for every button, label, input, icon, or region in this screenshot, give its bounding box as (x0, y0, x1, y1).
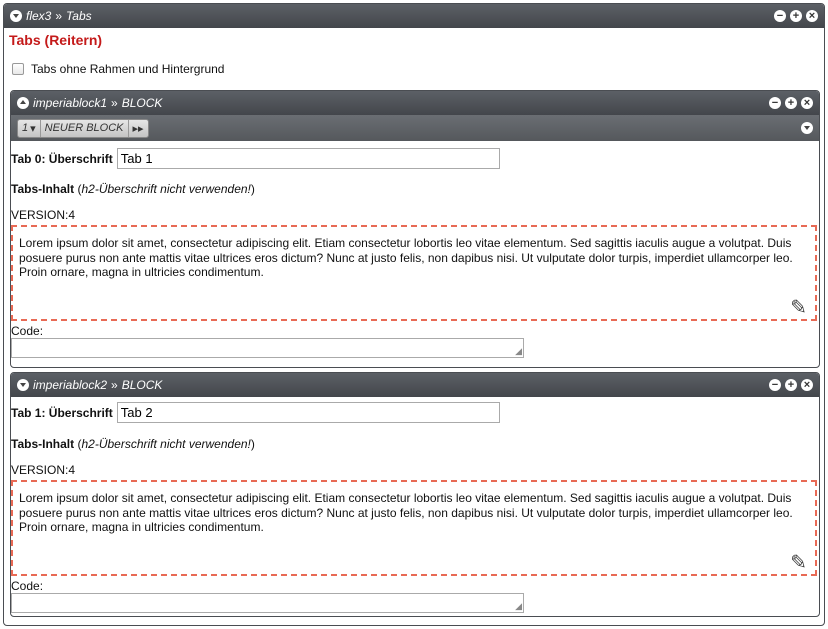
add-button[interactable]: + (785, 379, 797, 391)
window-controls (774, 10, 818, 22)
breadcrumb-imperiablock1[interactable]: imperiablock1 (33, 96, 108, 110)
close-button[interactable]: × (801, 379, 813, 391)
expand-triangle-icon[interactable] (17, 97, 29, 109)
frameless-checkbox-row[interactable] (12, 62, 224, 76)
flex3-container (3, 3, 825, 626)
editable-text-area[interactable] (11, 225, 817, 321)
block1-header-bar (11, 91, 819, 115)
close-button[interactable]: × (806, 10, 818, 22)
code-textarea[interactable] (11, 338, 524, 358)
code-label: Code: (11, 324, 44, 338)
breadcrumb-tabs[interactable]: Tabs (66, 9, 92, 23)
tab-heading-label: Tab 0: Überschrift (11, 151, 113, 166)
tabs-content-note: h2-Überschrift nicht verwenden! (81, 437, 251, 451)
breadcrumb-flex3[interactable]: flex3 (26, 9, 52, 23)
tab-heading-input[interactable] (117, 148, 500, 169)
block2-window-controls (769, 379, 813, 391)
tabs-content-label: Tabs-Inhalt (h2-Überschrift nicht verwenden!) (11, 437, 255, 451)
menu-toggle-icon[interactable] (801, 122, 813, 134)
version-label: VERSION:4 (11, 208, 76, 222)
flex3-header-bar (4, 4, 824, 28)
resize-grip-icon[interactable]: ◢ (515, 601, 522, 611)
breadcrumb-separator: » (55, 9, 63, 23)
block1-window-controls (769, 97, 813, 109)
new-block-button[interactable]: NEUER BLOCK (41, 120, 129, 137)
page-number: 1 (22, 122, 29, 134)
collapse-triangle-icon[interactable] (10, 10, 22, 22)
page-select[interactable] (18, 120, 41, 137)
frameless-checkbox-label: Tabs ohne Rahmen und Hintergrund (31, 62, 225, 76)
imperiablock1-block (10, 90, 820, 368)
version-label: VERSION:4 (11, 463, 76, 477)
tabs-content-note: h2-Überschrift nicht verwenden! (81, 182, 251, 196)
editable-text-area[interactable] (11, 480, 817, 576)
minimize-button[interactable]: − (769, 379, 781, 391)
pencil-icon[interactable]: ✎ (790, 551, 807, 574)
breadcrumb-block[interactable]: BLOCK (121, 96, 163, 110)
minimize-button[interactable]: − (774, 10, 786, 22)
close-button[interactable]: × (801, 97, 813, 109)
add-button[interactable]: + (785, 97, 797, 109)
tab-heading-row (11, 148, 500, 169)
frameless-checkbox[interactable] (12, 63, 24, 75)
chevron-down-icon: ▾ (30, 122, 36, 135)
collapse-triangle-icon[interactable] (17, 379, 29, 391)
tabs-content-label: Tabs-Inhalt (h2-Überschrift nicht verwenden!) (11, 182, 255, 196)
tabs-content-title: Tabs-Inhalt (11, 437, 75, 451)
resize-grip-icon[interactable]: ◢ (515, 346, 522, 356)
code-label: Code: (11, 579, 44, 593)
breadcrumb-separator: » (111, 96, 118, 110)
next-icon[interactable]: ▸▸ (132, 122, 144, 135)
pencil-icon[interactable]: ✎ (790, 296, 807, 319)
page-title: Tabs (Reitern) (9, 32, 103, 48)
lorem-text: Lorem ipsum dolor sit amet, consectetur adipiscing elit. Etiam consectetur lobortis leo vitae elementum. Sed sagittis iaculis augue a volutpat. Duis posuere purus non ante mattis vitae ultrices eros dictum? Nunc at justo felis, non dapibus nisi. Ut vulputate dolor turpis, imperdiet ullamcorper leo. Proin ornare, magna in ultricies condimentum. (19, 236, 793, 279)
breadcrumb-imperiablock2[interactable]: imperiablock2 (33, 378, 108, 392)
block-pager (17, 119, 149, 138)
breadcrumb-separator: » (111, 378, 118, 392)
breadcrumb-block[interactable]: BLOCK (121, 378, 163, 392)
code-textarea[interactable] (11, 593, 524, 613)
tabs-content-title: Tabs-Inhalt (11, 182, 75, 196)
add-button[interactable]: + (790, 10, 802, 22)
tab-heading-label: Tab 1: Überschrift (11, 405, 113, 420)
tab-heading-row (11, 402, 500, 423)
block2-header-bar (11, 373, 819, 397)
minimize-button[interactable]: − (769, 97, 781, 109)
block1-toolbar (11, 115, 819, 141)
tab-heading-input[interactable] (117, 402, 500, 423)
imperiablock2-block (10, 372, 820, 617)
lorem-text: Lorem ipsum dolor sit amet, consectetur adipiscing elit. Etiam consectetur lobortis leo vitae elementum. Sed sagittis iaculis augue a volutpat. Duis posuere purus non ante mattis vitae ultrices eros dictum? Nunc at justo felis, non dapibus nisi. Ut vulputate dolor turpis, imperdiet ullamcorper leo. Proin ornare, magna in ultricies condimentum. (19, 491, 793, 534)
